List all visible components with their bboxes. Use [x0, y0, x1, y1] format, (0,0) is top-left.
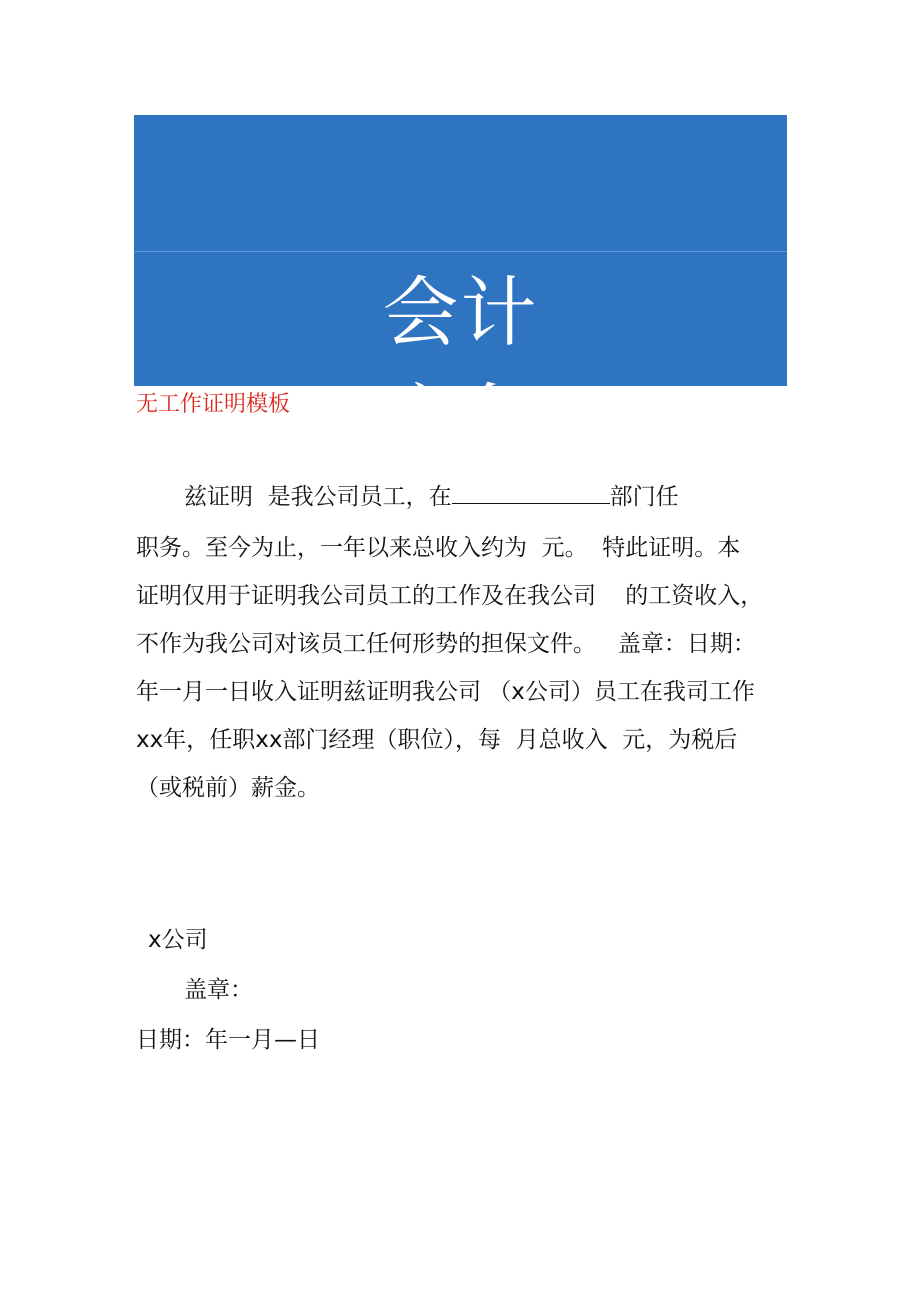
- document-title: 无工作证明模板: [136, 392, 291, 417]
- paragraph-line-7: （或税前）薪金。: [136, 775, 320, 801]
- date-label: 日期：年一月—日: [136, 1027, 320, 1053]
- paragraph-line-1: [184, 479, 679, 515]
- banner-line-2: 实务: [382, 375, 539, 464]
- fill-in-blank: [452, 481, 610, 504]
- company-name: x公司: [148, 927, 208, 953]
- paragraph-line-6: xx年，任职xx部门经理（职位），每 月总收入 元，为税后: [136, 727, 738, 753]
- paragraph-line-1-end: 部门任: [609, 484, 679, 510]
- paragraph-line-5: 年一月一日收入证明兹证明我公司 （x公司）员工在我司工作: [136, 679, 755, 705]
- banner-divider: [134, 251, 787, 252]
- paragraph-line-2: 职务。至今为止，一年以来总收入约为 元。 特此证明。本: [136, 535, 741, 561]
- banner-line-1: 会计: [382, 268, 539, 357]
- seal-label: 盖章：: [184, 977, 253, 1003]
- paragraph-line-3: 证明仅用于证明我公司员工的工作及在我公司 的工资收入，: [136, 583, 764, 609]
- paragraph-line-4: 不作为我公司对该员工任何形势的担保文件。 盖章：日期：: [136, 631, 756, 657]
- paragraph-line-1-start: 兹证明 是我公司员工，在: [184, 484, 452, 510]
